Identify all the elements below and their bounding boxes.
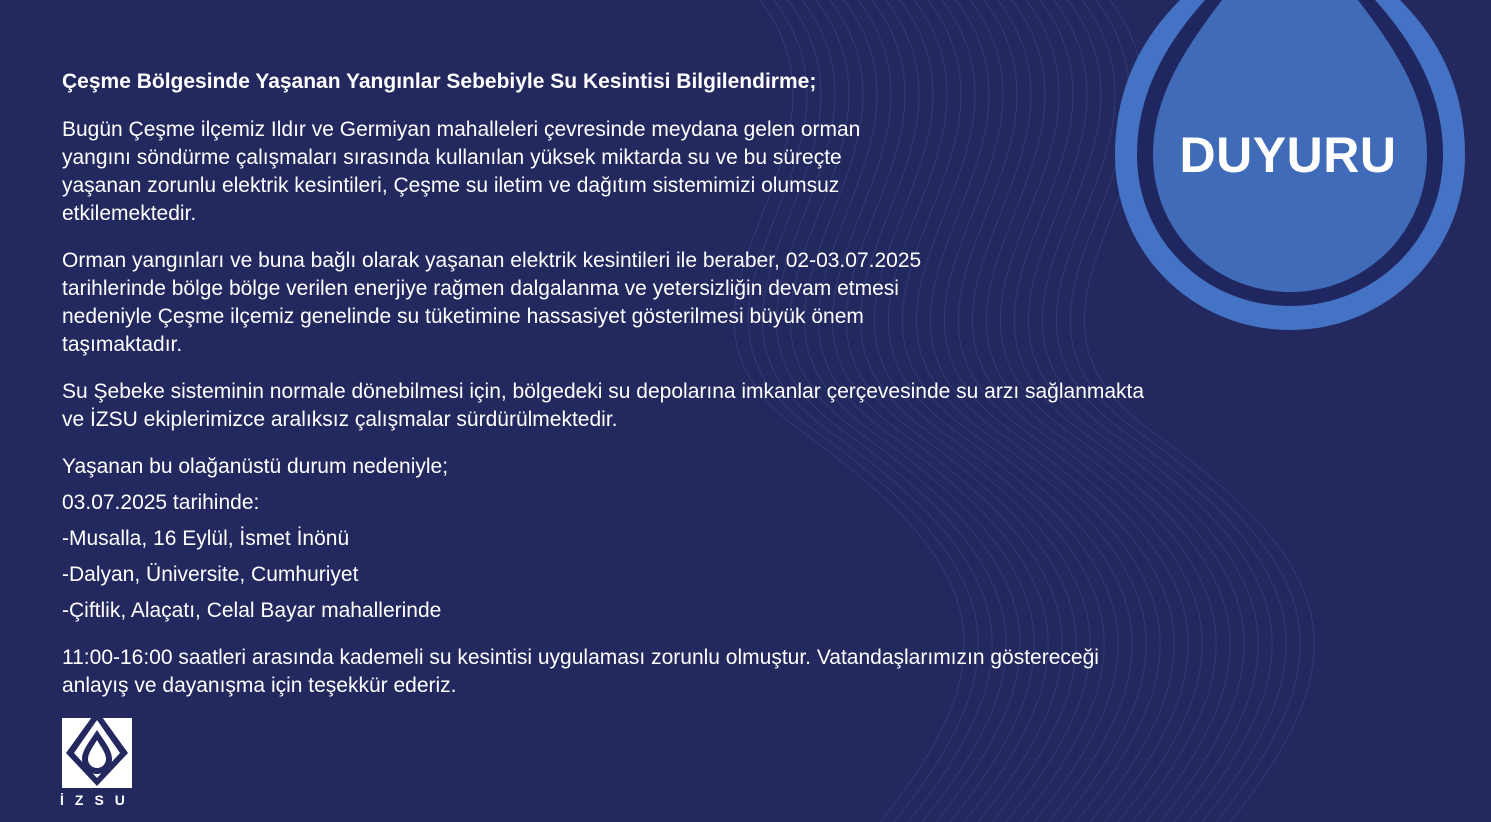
district-list-item: -Musalla, 16 Eylül, İsmet İnönü [62,527,350,550]
announcement-title: Çeşme Bölgesinde Yaşanan Yangınlar Sebebiyle Su Kesintisi Bilgilendirme; [62,70,817,93]
paragraph-network-work: Su Şebeke sisteminin normale dönebilmesi için, bölgedeki su depolarına imkanlar çerçevesinde su arzı sağlanmakta ve İZSU ekiplerimizce aralıksız çalışmalar sürdürülmektedir. [62,380,1145,431]
date-line: 03.07.2025 tarihinde: [62,491,260,514]
intro-line: Yaşanan bu olağanüstü durum nedeniyle; [62,455,449,478]
district-list-item: -Dalyan, Üniversite, Cumhuriyet [62,563,359,586]
district-list-item: -Çiftlik, Alaçatı, Celal Bayar mahallerinde [62,599,442,622]
paragraph-fire-impact: Bugün Çeşme ilçemiz Ildır ve Germiyan mahalleleri çevresinde meydana gelen orman yangını söndürme çalışmaları sırasında kullanılan yüksek miktarda su ve bu süreçte yaşanan zorunlu elektrik kesintileri, Çeşme su iletim ve dağıtım sistemimizi olumsuz etkilemektedir. [62,118,861,225]
duyuru-badge-label: DUYURU [1179,127,1397,183]
izsu-logo-text: İZSU [60,792,136,808]
izsu-drop-logo-icon [60,708,134,790]
closing-paragraph: 11:00-16:00 saatleri arasında kademeli su kesintisi uygulaması zorunlu olmuştur. Vatandaşlarımızın göstereceği anlayış ve dayanışma için teşekkür ederiz. [62,646,1099,697]
paragraph-electric-outage: Orman yangınları ve buna bağlı olarak yaşanan elektrik kesintileri ile beraber, 02-03.07.2025 tarihlerinde bölge bölge verilen enerjiye rağmen dalgalanma ve yetersizliğin devam etmesi nedeniyle Çeşme ilçemiz genelinde su tüketimine hassasiyet gösterilmesi büyük önem taşımaktadır. [62,249,922,356]
announcement-body [62,68,1402,719]
